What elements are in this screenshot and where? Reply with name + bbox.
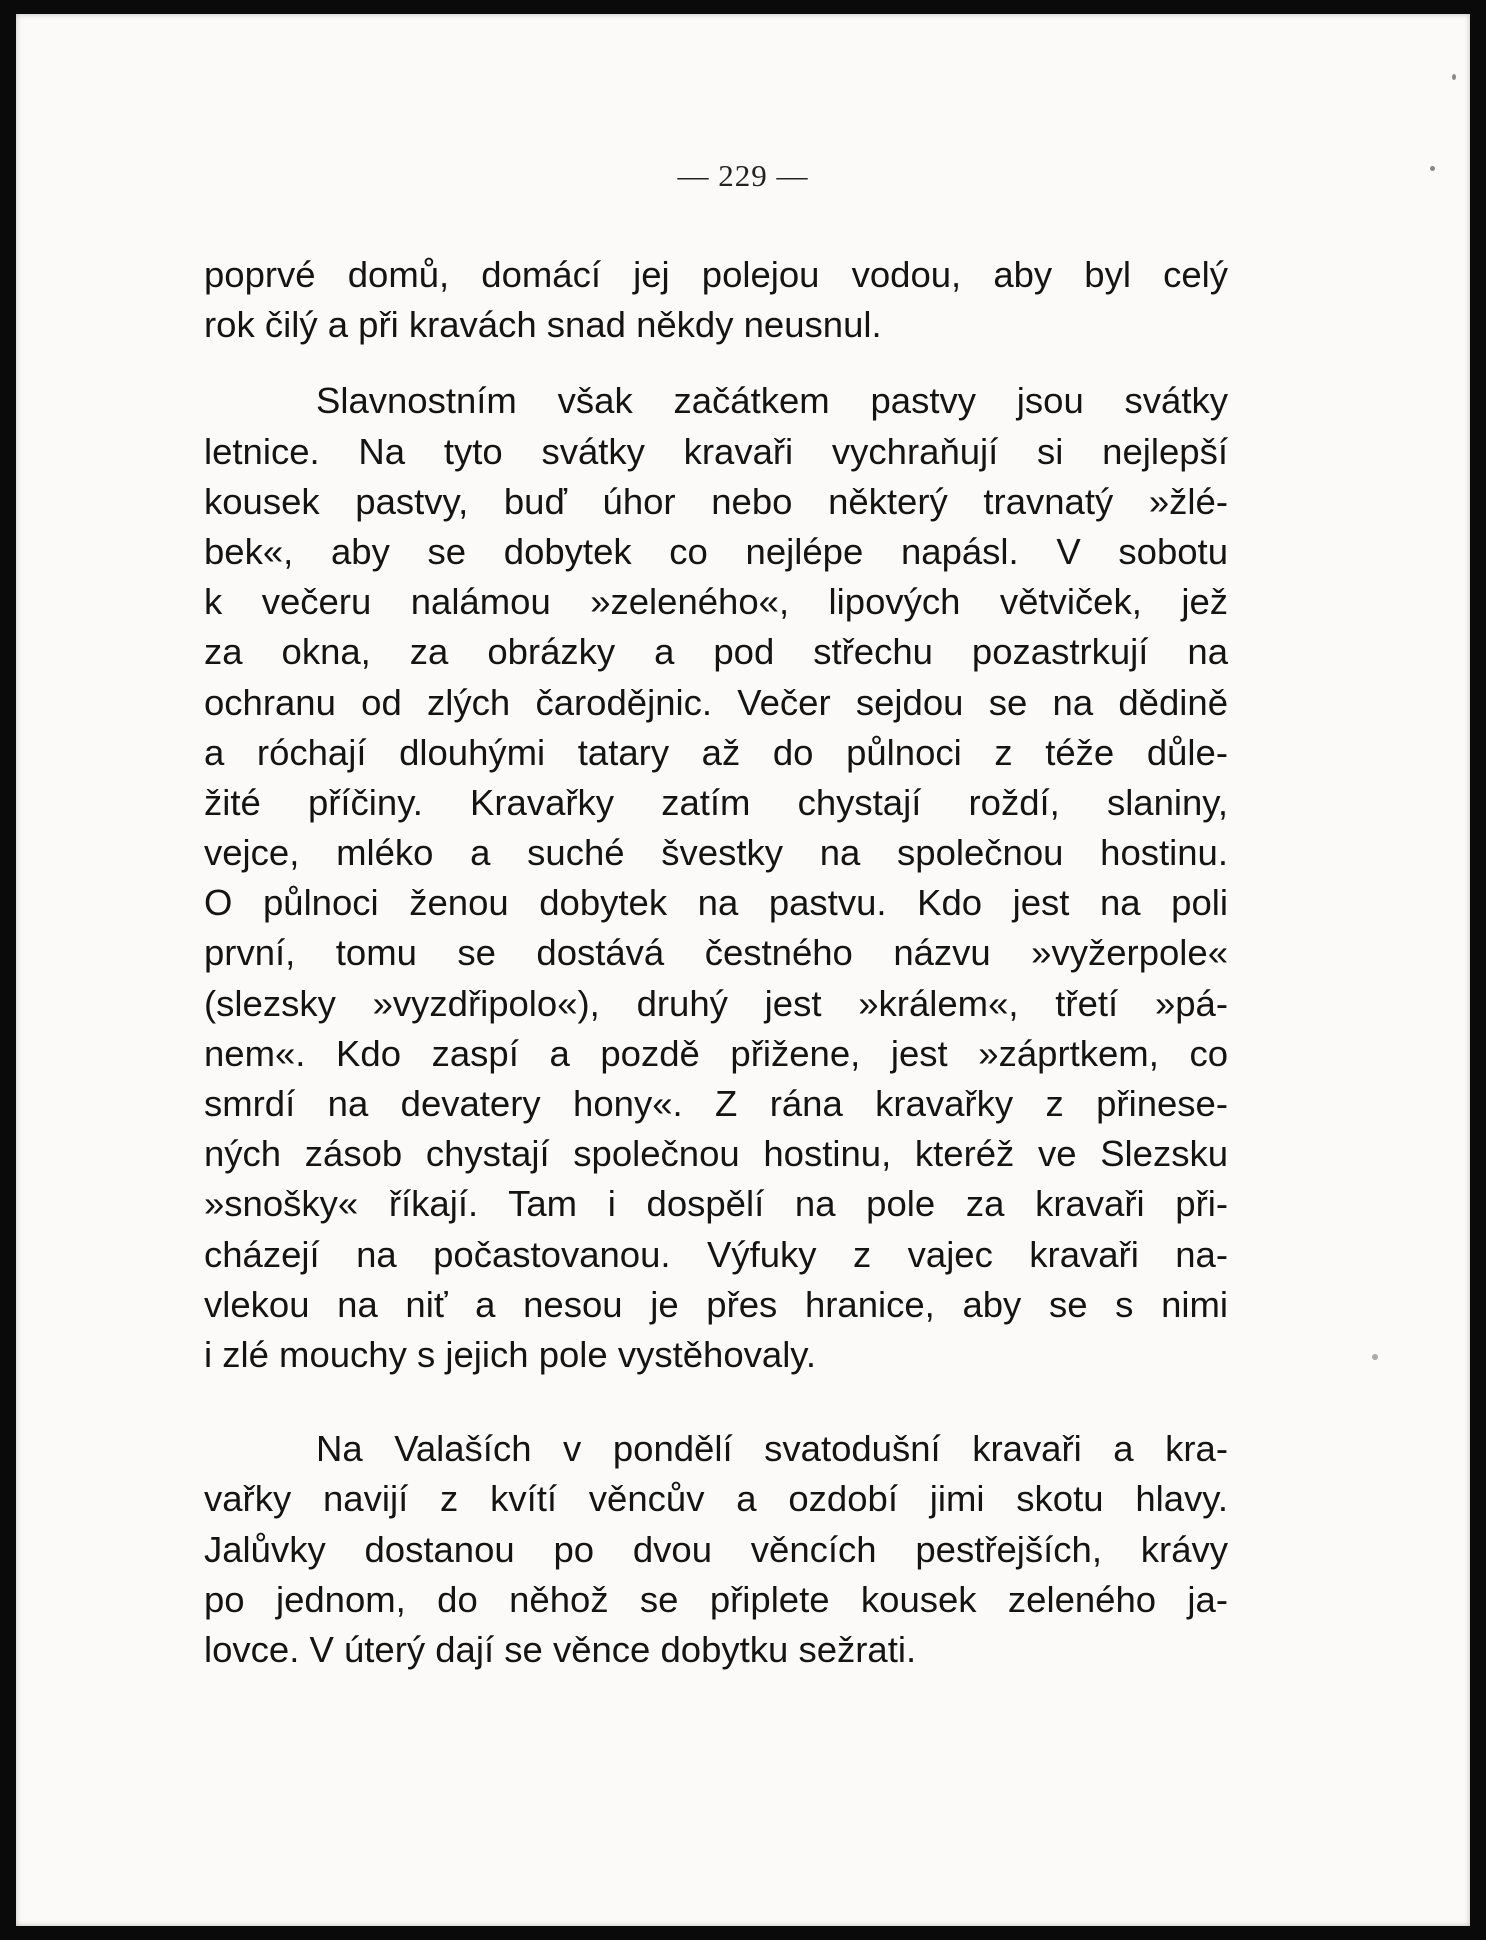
- text-line: k večeru nalámou »zeleného«, lipových větviček, jež: [204, 581, 1228, 623]
- text-line: (slezsky »vyzdřipolo«), druhý jest »králem«, třetí »pá-: [204, 982, 1228, 1024]
- text-line: bek«, aby se dobytek co nejlépe napásl. V sobotu: [204, 530, 1228, 572]
- text-line: cházejí na počastovanou. Výfuky z vajec kravaři na-: [204, 1233, 1228, 1275]
- text-line: po jednom, do něhož se připlete kousek zeleného ja-: [204, 1578, 1228, 1620]
- text-line: ochranu od zlých čarodějnic. Večer sejdou se na dědině: [204, 681, 1228, 723]
- text-line: a róchají dlouhými tatary až do půlnoci z téže důle-: [204, 731, 1228, 773]
- page-body-text: [204, 250, 1228, 1675]
- scan-speck: [1372, 1354, 1378, 1360]
- text-line: první, tomu se dostává čestného názvu »vyžerpole«: [204, 932, 1228, 974]
- text-line: vlekou na niť a nesou je přes hranice, aby se s nimi: [204, 1283, 1228, 1325]
- scan-speck: [1452, 74, 1456, 80]
- text-line: vejce, mléko a suché švestky na společnou hostinu.: [204, 832, 1228, 874]
- paragraph-2: [204, 376, 1228, 1380]
- text-line: Na Valaších v pondělí svatodušní kravaři a kra-: [316, 1428, 1228, 1470]
- scan-speck: [1430, 166, 1435, 171]
- text-line: vařky navijí z kvítí věncův a ozdobí jimi skotu hlavy.: [204, 1478, 1228, 1520]
- text-line: letnice. Na tyto svátky kravaři vychraňují si nejlepší: [204, 430, 1228, 472]
- text-line: nem«. Kdo zaspí a pozdě přižene, jest »záprtkem, co: [204, 1032, 1228, 1074]
- text-line: O půlnoci ženou dobytek na pastvu. Kdo jest na poli: [204, 882, 1228, 924]
- text-line: lovce. V úterý dají se věnce dobytku sežrati.: [204, 1628, 917, 1670]
- page-number: — 229 —: [677, 158, 809, 193]
- text-line: ných zásob chystají společnou hostinu, kteréž ve Slezsku: [204, 1133, 1228, 1175]
- text-line: kousek pastvy, buď úhor nebo některý travnatý »žlé-: [204, 480, 1228, 522]
- paragraph-gap: [204, 350, 1228, 376]
- paragraph-3: [204, 1424, 1228, 1675]
- book-page: [16, 14, 1470, 1926]
- paragraph-1: [204, 250, 1228, 350]
- text-line: poprvé domů, domácí jej polejou vodou, aby byl celý: [204, 254, 1228, 295]
- text-line: za okna, za obrázky a pod střechu pozastrkují na: [204, 631, 1228, 673]
- text-line: »snošky« říkají. Tam i dospělí na pole za kravaři při-: [204, 1183, 1228, 1225]
- text-line: Slavnostním však začátkem pastvy jsou svátky: [316, 380, 1228, 422]
- text-line: Jalůvky dostanou po dvou věncích pestřejších, krávy: [204, 1528, 1228, 1570]
- text-line: rok čilý a při kravách snad někdy neusnul.: [204, 304, 882, 346]
- text-line: žité příčiny. Kravařky zatím chystají roždí, slaniny,: [204, 781, 1228, 823]
- paragraph-gap: [204, 1380, 1228, 1424]
- text-line: i zlé mouchy s jejich pole vystěhovaly.: [204, 1333, 816, 1375]
- text-line: smrdí na devatery hony«. Z rána kravařky z přinese-: [204, 1083, 1228, 1124]
